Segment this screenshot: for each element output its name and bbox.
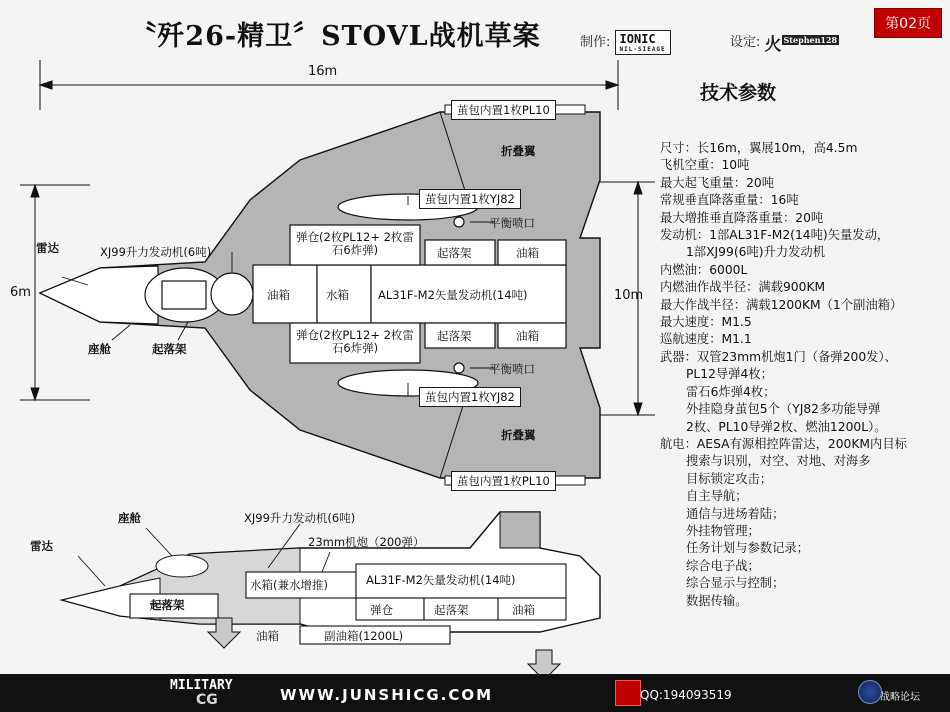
top-lift-engine-label: XJ99升力发动机(6吨) xyxy=(100,245,212,259)
footer-military-logo: MILITARY xyxy=(170,678,233,693)
spec-line: 数据传输。 xyxy=(686,593,748,608)
side-gun-label: 23mm机炮（200弹） xyxy=(308,535,425,549)
spec-line: 最大增推垂直降落重量：20吨 xyxy=(660,210,824,225)
spec-line: 尺寸：长16m，翼展10m，高4.5m xyxy=(660,141,858,155)
upper-bay-label: 弹仓(2枚PL12+ 2枚雷石6炸弹) xyxy=(296,230,414,257)
balance-nozzle-top xyxy=(454,217,464,227)
spec-line: 通信与进场着陆； xyxy=(686,506,785,521)
lower-fuel-label: 油箱 xyxy=(516,329,539,343)
top-cockpit-label: 座舱 xyxy=(88,342,111,356)
spec-panel-title: 技术参数 xyxy=(700,82,777,104)
spec-line: 内燃油作战半径：满载900KM xyxy=(660,280,826,295)
designer-label: 设定: xyxy=(730,35,761,50)
pod-pl10-bottom-label: 茧包内置1枚PL10 xyxy=(451,471,556,491)
upper-fuel-label: 油箱 xyxy=(516,246,539,260)
footer-bbs[interactable]: 战略论坛 xyxy=(880,692,920,703)
balance-nozzle-top-label: 平衡喷口 xyxy=(489,216,535,230)
spec-line: 目标锁定攻击； xyxy=(686,471,773,486)
spec-line: 内燃油：6000L xyxy=(660,262,748,277)
spec-line: 航电：AESA有源相控阵雷达，200KM内目标 xyxy=(660,436,907,451)
page-badge: 第02页 xyxy=(874,8,942,38)
spec-line: 外挂物管理； xyxy=(686,523,760,538)
fold-wing-bottom-label: 折叠翼 xyxy=(501,428,536,442)
spec-line: 综合电子战； xyxy=(686,558,760,573)
spec-line: 飞机空重：10吨 xyxy=(660,158,750,173)
spec-line: 最大起飞重量：20吨 xyxy=(660,175,775,190)
balance-nozzle-bottom xyxy=(454,363,464,373)
spec-line: PL12导弹4枚； xyxy=(686,367,773,382)
spec-line: 综合显示与控制； xyxy=(686,576,785,591)
pod-yj82-top-label: 茧包内置1枚YJ82 xyxy=(419,189,521,209)
dimension-label-length: 16m xyxy=(308,64,338,79)
side-water-tank-label: 水箱(兼水增推) xyxy=(250,578,328,592)
side-fuel-arrow-label: 油箱 xyxy=(256,629,279,643)
cockpit-window xyxy=(162,281,206,309)
spec-line: 常规垂直降落重量：16吨 xyxy=(660,193,799,208)
spec-line: 搜索与识别，对空、对地、对海多 xyxy=(686,454,871,469)
producer-logo-sub: NIL-SIEAGE xyxy=(619,46,666,53)
balance-nozzle-bottom-label: 平衡喷口 xyxy=(489,362,535,376)
spec-line: 巡航速度：M1.1 xyxy=(660,332,752,347)
spec-line: 最大作战半径：满载1200KM（1个副油箱） xyxy=(660,297,903,312)
upper-gear-label: 起落架 xyxy=(437,246,472,260)
top-gear-label: 起落架 xyxy=(152,342,187,356)
side-cockpit xyxy=(156,555,208,577)
designer-signature-badge: Stephen128 xyxy=(783,35,838,46)
spec-line: 武器：双管23mm机炮1门（备弹200发）、 xyxy=(660,349,897,364)
spec-line: 雷石6炸弹4枚； xyxy=(686,384,776,399)
lower-gear-label: 起落架 xyxy=(437,329,472,343)
side-fuel-label: 油箱 xyxy=(512,603,535,617)
side-droptank-label: 副油箱(1200L) xyxy=(324,629,404,643)
pod-pl10-top-label: 茧包内置1枚PL10 xyxy=(451,100,556,120)
footer-qq: QQ:194093519 xyxy=(640,688,732,702)
spec-line: 最大速度：M1.5 xyxy=(660,315,752,330)
credit-label: 制作: xyxy=(580,35,611,50)
spec-line: 任务计划与参数记录； xyxy=(686,541,809,556)
lower-bay-label: 弹仓(2枚PL12+ 2枚雷石6炸弹) xyxy=(296,328,414,355)
center-fuel-label: 油箱 xyxy=(267,288,290,302)
spec-line: 外挂隐身茧包5个（YJ82多功能导弹 xyxy=(686,402,881,417)
designer-signature-char: 火 xyxy=(764,35,782,55)
dimension-label-width-left: 6m xyxy=(10,285,31,300)
spec-panel xyxy=(660,140,945,610)
producer-logo-text: IONIC xyxy=(619,32,656,46)
spec-line: 2枚、PL10导弹2枚、燃油1200L）。 xyxy=(686,419,887,434)
side-gear-label: 起落架 xyxy=(434,603,469,617)
side-cockpit-label: 座舱 xyxy=(118,511,141,525)
spec-line: 1部XJ99(6吨)升力发动机 xyxy=(686,245,826,260)
fold-wing-top-label: 折叠翼 xyxy=(501,144,536,158)
side-engine-label: AL31F-M2矢量发动机(14吨) xyxy=(366,573,516,587)
side-gear-bay-label: 起落架 xyxy=(150,598,185,612)
footer-site[interactable]: WWW.JUNSHICG.COM xyxy=(280,686,494,704)
lift-engine-top xyxy=(211,273,253,315)
side-radar-label: 雷达 xyxy=(30,539,53,553)
spec-line: 发动机：1部AL31F-M2(14吨)矢量发动， xyxy=(660,228,890,243)
spec-line: 自主导航； xyxy=(686,489,748,504)
pod-yj82-bottom-label: 茧包内置1枚YJ82 xyxy=(419,387,521,407)
dimension-label-width-right: 10m xyxy=(614,288,644,303)
side-bay-label: 弹仓 xyxy=(370,603,393,617)
footer-red-logo-icon xyxy=(615,680,641,706)
page-title: 〝歼26-精卫〞STOVL战机草案 xyxy=(129,21,541,52)
center-engine-label: AL31F-M2矢量发动机(14吨) xyxy=(378,288,528,302)
side-lift-engine-label: XJ99升力发动机(6吨) xyxy=(244,511,356,525)
footer-seal-icon xyxy=(858,680,882,704)
center-water-label: 水箱 xyxy=(326,288,349,302)
nose-section xyxy=(40,266,158,324)
footer-cg-logo: CG xyxy=(196,692,218,708)
side-view-tail-shade xyxy=(500,512,540,548)
top-radar-label: 雷达 xyxy=(36,241,59,255)
